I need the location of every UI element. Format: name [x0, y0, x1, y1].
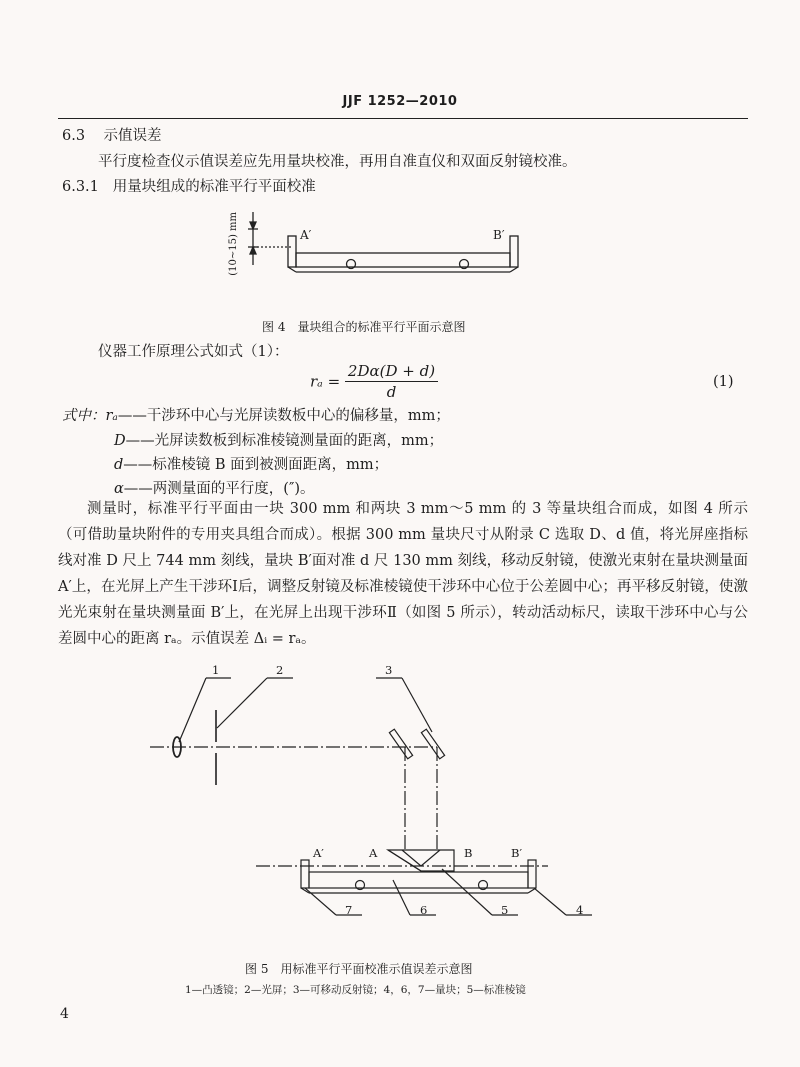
gauge-block-7: [301, 860, 309, 888]
figure-5-label-a: A: [369, 846, 378, 860]
section-number: 6.3.1: [62, 179, 99, 195]
page-number: 4: [60, 1006, 69, 1022]
gauge-block-4: [528, 860, 536, 888]
leader-6: [393, 880, 410, 915]
callout-4: 4: [576, 903, 584, 917]
formula-lhs: rₐ =: [310, 372, 341, 391]
measurement-paragraph: 测量时，标准平行平面由一块 300 mm 和两块 3 mm～5 mm 的 3 等量块组合而成，如图 4 所示（可借助量块附件的专用夹具组合而成）。根据 300 mm 量块尺寸从附录 C 选取 D、d 值，将光屏座指标线对准 D 尺上 744 mm 刻线，量块 B′面对准 d 尺 130 mm 刻线，移动反射镜，使激光束射在量块测量面 A′上，在光屏上产生干涉环Ⅰ后，调整反射镜及标准棱镜使干涉环中心位于公差圆中心；再平移反射镜，使激光光束射在量块测量面 B′上，在光屏上出现干涉环Ⅱ（如图 5 所示），转动活动标尺，读取干涉环中心与公差圆中心的距离 rₐ。示值误差 Δᵢ = rₐ。: [58, 501, 748, 647]
running-header: JJF 1252—2010: [342, 94, 458, 109]
symbol: d: [114, 457, 124, 473]
section-title: 示值误差: [103, 128, 162, 144]
movable-mirror-a: [389, 729, 412, 759]
prism-edge: [388, 850, 421, 871]
section-number: 6.3: [62, 128, 86, 144]
formula-intro: 仪器工作原理公式如式（1）：: [98, 344, 289, 360]
description: ——标准棱镜 B 面到被测面距离，mm；: [123, 457, 389, 473]
figure-5-legend: 1—凸透镜；2—光屏；3—可移动反射镜；4，6，7—量块；5—标准棱镜: [185, 984, 526, 996]
symbol: 式中：rₐ: [62, 408, 118, 424]
symbol: D: [114, 433, 126, 449]
prism-facet-a: [402, 850, 421, 866]
callout-7: 7: [345, 903, 353, 917]
callout-3: 3: [385, 663, 393, 677]
figure-5-label-b: B: [464, 846, 473, 860]
figure-4-label-b: B′: [493, 228, 505, 242]
intro-paragraph: 平行度检查仪示值误差应先用量块校准，再用自准直仪和双面反射镜校准。: [98, 154, 577, 170]
figure-5-caption: 图 5 用标准平行平面校准示值误差示意图: [245, 962, 473, 976]
movable-mirror-b: [421, 729, 444, 759]
figure-4-label-a: A′: [300, 228, 312, 242]
description: ——两测量面的平行度，(″)。: [123, 481, 315, 497]
formula-number: (1): [713, 374, 734, 390]
description: ——光屏读数板到标准棱镜测量面的距离，mm；: [125, 433, 444, 449]
callout-6: 6: [420, 903, 428, 917]
figure-4-caption: 图 4 量块组合的标准平行平面示意图: [262, 320, 466, 334]
callout-1: 1: [212, 663, 220, 677]
callout-2: 2: [276, 663, 284, 677]
leader-2: [217, 678, 267, 728]
gauge-block-6: [309, 872, 528, 888]
figure-5-label-b-prime: B′: [511, 846, 523, 860]
figure-4-dimension-label: (10~15) mm: [228, 212, 239, 276]
leader-4: [534, 888, 566, 915]
leader-1: [179, 678, 206, 742]
description: ——干涉环中心与光屏读数板中心的偏移量，mm；: [117, 408, 450, 424]
leader-5: [442, 869, 492, 915]
formula-denominator: d: [386, 383, 397, 401]
callout-5: 5: [501, 903, 509, 917]
section-title: 用量块组成的标准平行平面校准: [112, 179, 316, 195]
prism-facet-b: [421, 850, 440, 866]
symbol: α: [114, 481, 124, 497]
standard-prism: [388, 850, 454, 871]
leader-7: [305, 888, 336, 915]
formula-numerator: 2Dα(D + d): [345, 362, 438, 382]
figure-5-label-a-prime: A′: [313, 846, 324, 860]
leader-3: [402, 678, 432, 732]
